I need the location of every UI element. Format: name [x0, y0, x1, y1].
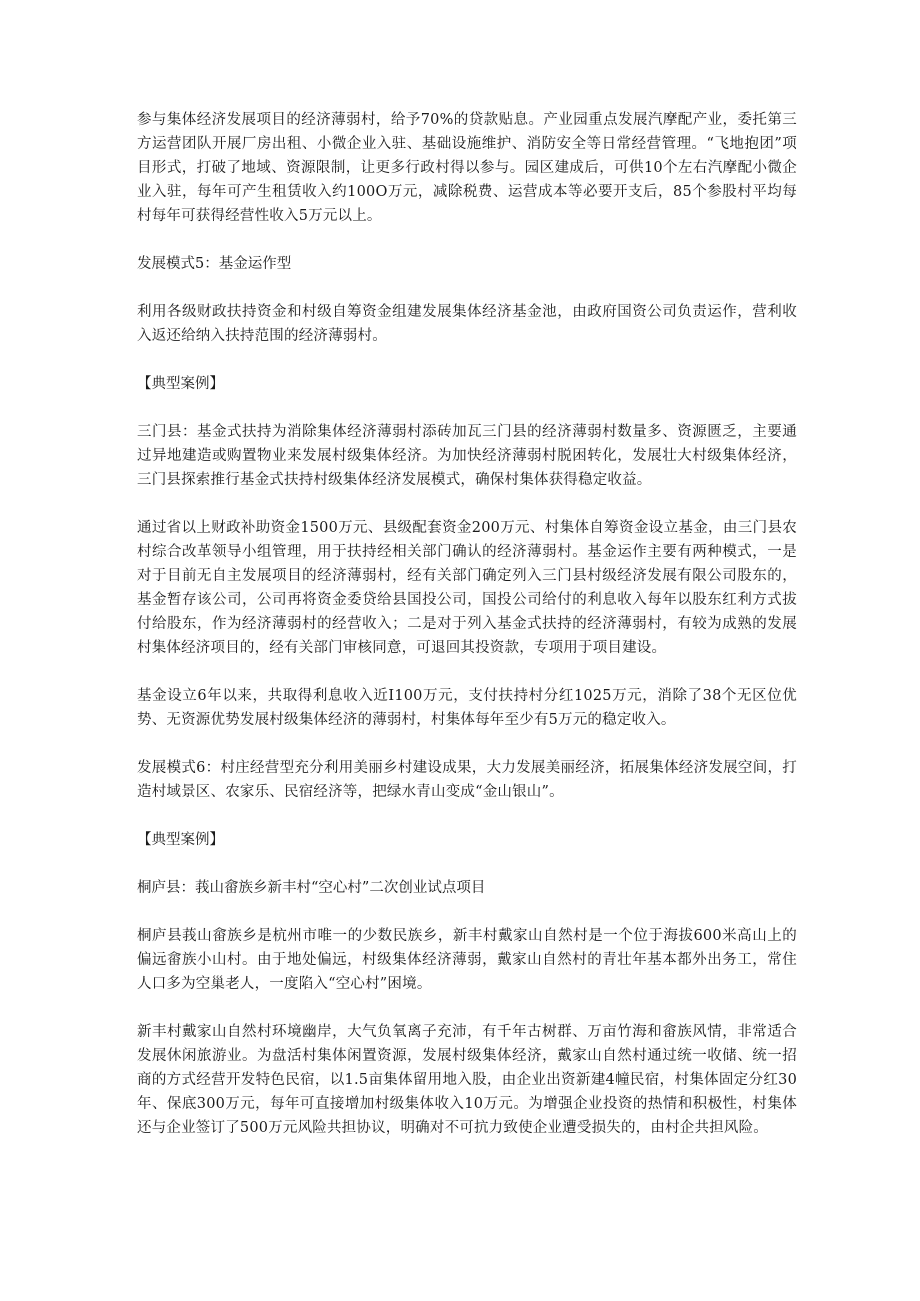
paragraph-mode-6: 发展模式6：村庄经营型充分利用美丽乡村建设成果，大力发展美丽经济，拓展集体经济发展空间，打造村域景区、农家乐、民宿经济等，把绿水青山变成“金山银山”。	[137, 760, 797, 800]
heading-tonglu-case: 桐庐县：莪山畲族乡新丰村“空心村”二次创业试点项目	[137, 880, 486, 896]
paragraph-tonglu-homestay: 新丰村戴家山自然村环境幽岸，大气负氧离子充沛，有千年古树群、万亩竹海和畲族风情，非常适合发展休闲旅游业。为盘活村集体闲置资源，发展村级集体经济，戴家山自然村通过统一收储、统一招商的方式经营开发特色民宿，以1.5亩集体留用地入股，由企业出资新建4幢民宿，村集体固定分红30年、保底300万元，每年可直接增加村级集体收入10万元。为增强企业投资的热情和积极性，村集体还与企业签订了500万元风险共担协议，明确对不可抗力致使企业遭受损失的，由村企共担风险。	[137, 1024, 797, 1136]
document-page	[137, 108, 797, 1164]
paragraph-sanmen-intro: 三门县：基金式扶持为消除集体经济薄弱村添砖加瓦三门县的经济薄弱村数量多、资源匮乏，主要通过异地建造或购置物业来发展村级集体经济。为加快经济薄弱村脱困转化，发展壮大村级集体经济，三门县探索推行基金式扶持村级集体经济发展模式，确保村集体获得稳定收益。	[137, 424, 797, 488]
heading-mode-5: 发展模式5：基金运作型	[137, 256, 292, 272]
paragraph-sanmen-results: 基金设立6年以来，共取得利息收入近I100万元，支付扶持村分红1025万元，消除了38个无区位优势、无资源优势发展村级集体经济的薄弱村，村集体每年至少有5万元的稳定收入。	[137, 688, 797, 728]
paragraph-tonglu-intro: 桐庐县莪山畲族乡是杭州市唯一的少数民族乡，新丰村戴家山自然村是一个位于海拔600米高山上的偏远畲族小山村。由于地处偏远，村级集体经济薄弱，戴家山自然村的青壮年基本都外出务工，常住人口多为空巢老人，一度陷入“空心村”困境。	[137, 928, 797, 992]
heading-typical-case-2: 【典型案例】	[137, 832, 224, 848]
paragraph-industrial-park: 参与集体经济发展项目的经济薄弱村，给予70%的贷款贴息。产业园重点发展汽摩配产业，委托第三方运营团队开展厂房出租、小微企业入驻、基础设施维护、消防安全等日常经营管理。“飞地抱团”项目形式，打破了地域、资源限制，让更多行政村得以参与。园区建成后，可供10个左右汽摩配小微企业入驻，每年可产生租赁收入约100O万元，减除税费、运营成本等必要开支后，85个参股村平均每村每年可获得经营性收入5万元以上。	[137, 112, 797, 224]
paragraph-sanmen-fund: 通过省以上财政补助资金1500万元、县级配套资金200万元、村集体自筹资金设立基金，由三门县农村综合改革领导小组管理，用于扶持经相关部门确认的经济薄弱村。基金运作主要有两种模式，一是对于目前无自主发展项目的经济薄弱村，经有关部门确定列入三门县村级经济发展有限公司股东的，基金暂存该公司，公司再将资金委贷给县国投公司，国投公司给付的利息收入每年以股东红利方式拔付给股东，作为经济薄弱村的经营收入；二是对于列入基金式扶持的经济薄弱村，有较为成熟的发展村集体经济项目的，经有关部门审核同意，可退回其投资款，专项用于项目建设。	[137, 520, 797, 656]
heading-typical-case-1: 【典型案例】	[137, 376, 224, 392]
paragraph-fund-pool: 利用各级财政扶持资金和村级自筹资金组建发展集体经济基金池，由政府国资公司负责运作，营利收入返还给纳入扶持范围的经济薄弱村。	[137, 304, 797, 344]
